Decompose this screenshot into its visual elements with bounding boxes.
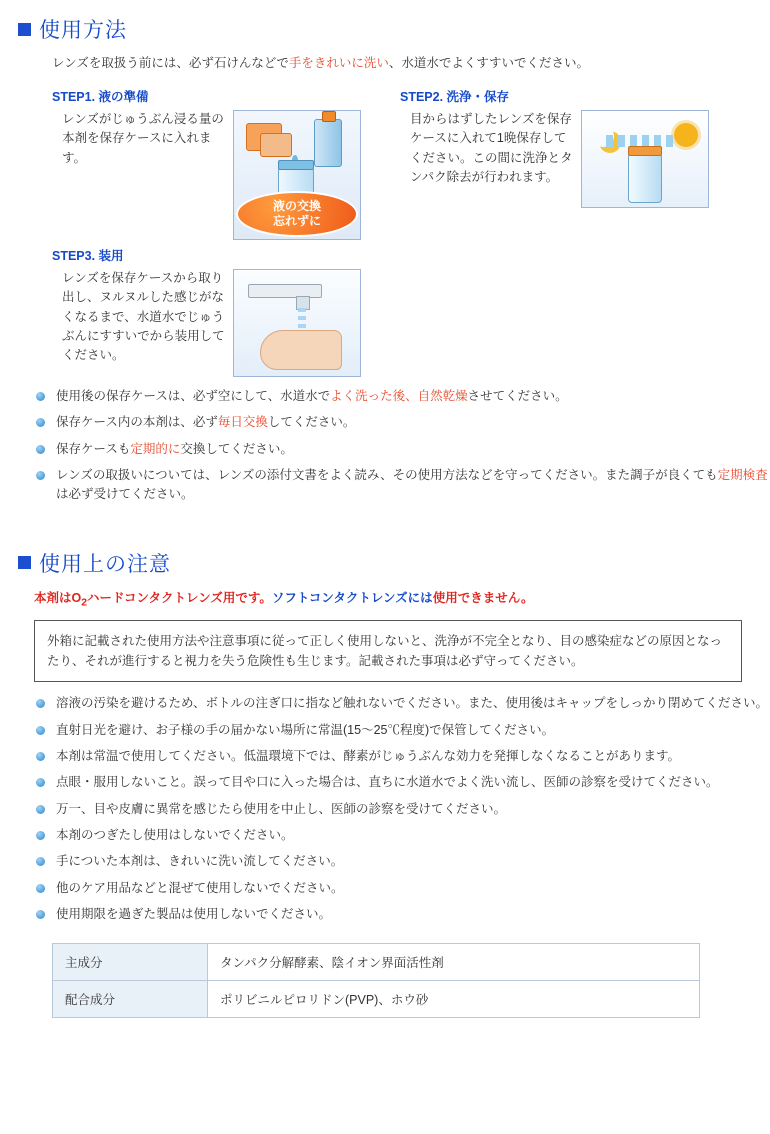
caution-bullet-list [34,694,770,924]
step-3 [52,246,382,377]
step-3-title-text: 装用 [95,248,124,263]
caution-section-heading [18,548,770,578]
replace-liquid-badge [236,191,358,237]
bullet-text-part: は必ず受けてください。 [56,487,194,502]
step-3-title [52,246,382,264]
steps-row-2 [52,246,760,377]
bullet-text-part: 使用後の保存ケースは、必ず空にして、水道水で [56,388,331,403]
solution-bottle-icon [314,119,342,167]
notice-subscript: 2 [81,597,88,609]
step3-illustration [233,269,361,377]
hand-icon [260,330,342,370]
notice-part-4: ソフトコンタクトレンズには [271,590,433,605]
step-2-text: 目からはずしたレンズを保存ケースに入れて1晩保存してください。この間に洗浄とタンパク除去が行われます。 [410,111,573,184]
bullet-text-part: 保存ケースも [56,441,131,456]
notice-part-3: ハードコンタクトレンズ用です。 [87,590,272,605]
steps-grid [52,87,760,377]
usage-intro-post: 、水道水でよくすすいでください。 [388,56,589,70]
list-item [34,387,770,406]
list-item: 本剤のつぎたし使用はしないでください。 [34,826,770,845]
usage-heading-text: 使用方法 [39,19,127,42]
list-item: 他のケア用品などと混ぜて使用しないでください。 [34,879,770,898]
step1-illustration [233,110,361,240]
badge-line-2: 忘れずに [272,213,321,228]
bullet-text-highlight: 定期的に [130,441,181,456]
notice-part-1: 本剤はO [34,590,82,605]
caution-warning-box: 外箱に記載された使用方法や注意事項に従って正しく使用しないと、洗浄が不完全となり、目の感染症などの原因となったり、それが進行すると視力を失う危険性も生じます。記載された事項は必ず守ってください。 [34,620,742,682]
bullet-text-part: してください。 [267,415,356,430]
list-item: 万一、目や皮膚に異常を感じたら使用を中止し、医師の診察を受けてください。 [34,800,770,819]
list-item: 使用期限を過ぎた製品は使用しないでください。 [34,905,770,924]
bullet-text-highlight: 毎日交換 [217,415,268,430]
list-item [34,466,770,505]
bullet-text-highlight: 定期検査 [717,467,768,482]
bullet-text-part: 交換してください。 [180,441,293,456]
document-page [0,14,770,1134]
usage-intro-highlight: 手をきれいに洗い [288,56,389,70]
step-1-title [52,87,382,105]
usage-intro [52,54,770,73]
ingredients-table [52,943,700,1018]
notice-part-5: 使用できません。 [432,590,534,605]
caution-heading-text: 使用上の注意 [39,552,171,576]
table-row-label: 主成分 [53,943,208,980]
table-row-value: ポリビニルピロリドン(PVP)、ホウ砂 [208,980,700,1017]
step-1-title-text: 液の準備 [95,89,149,104]
step-2 [400,87,730,240]
overnight-arrow-icon [606,135,678,147]
step-3-text: レンズを保存ケースから取り出し、ヌルヌルした感じがなくなるまで、水道水でじゅうぶんにすすいでから装用してください。 [62,270,225,363]
step-row-2-filler [400,246,730,377]
step-1-label: STEP1. [52,89,96,104]
list-item: 手についた本剤は、きれいに洗い流してください。 [34,852,770,871]
usage-intro-pre: レンズを取扱う前には、必ず石けんなどで [52,56,289,70]
step-2-title-text: 洗浄・保存 [443,89,510,104]
step-3-label: STEP3. [52,248,96,263]
step-2-title [400,87,730,105]
table-row-value: タンパク分解酵素、陰イオン界面活性剤 [208,943,700,980]
usage-section-heading [18,14,770,44]
bullet-text-part: させてください。 [467,388,568,403]
bullet-text-highlight: よく洗った後、自然乾燥 [330,388,468,403]
step-1 [52,87,382,240]
heading-square-icon [18,556,31,569]
step-1-text: レンズがじゅうぶん浸る量の本剤を保存ケースに入れます。 [62,111,224,165]
list-item: 直射日光を避け、お子様の手の届かない場所に常温(15～25℃程度)で保管してください。 [34,721,770,740]
step-2-body [400,110,730,208]
enzyme-packet-secondary-icon [260,133,292,157]
lens-case-icon [628,153,662,203]
list-item: 溶液の汚染を避けるため、ボトルの注ぎ口に指など触れないでください。また、使用後はキャップをしっかり閉めてください。 [34,694,770,713]
badge-line-1: 液の交換 [272,198,321,213]
usage-bullet-list [34,387,770,505]
list-item [34,413,770,432]
list-item [34,440,770,459]
bullet-text-part: レンズの取扱いについては、レンズの添付文書をよく読み、その使用方法などを守ってください。また調子が良くても [56,467,718,482]
step-1-body [52,110,382,240]
list-item: 点眼・服用しないこと。誤って目や口に入った場合は、直ちに水道水でよく洗い流し、医師の診察を受けてください。 [34,773,770,792]
table-row-label: 配合成分 [53,980,208,1017]
table-row [53,943,700,980]
list-item: 本剤は常温で使用してください。低温環境下では、酵素がじゅうぶんな効力を発揮しなくなることがあります。 [34,747,770,766]
step-2-label: STEP2. [400,89,444,104]
section-spacer [0,512,770,534]
caution-notice-line [34,588,770,609]
bullet-text-part: 保存ケース内の本剤は、必ず [56,415,218,430]
step2-illustration [581,110,709,208]
steps-row-1 [52,87,760,240]
step-3-body [52,269,382,377]
heading-square-icon [18,23,31,36]
table-row [53,980,700,1017]
faucet-icon [248,284,322,298]
